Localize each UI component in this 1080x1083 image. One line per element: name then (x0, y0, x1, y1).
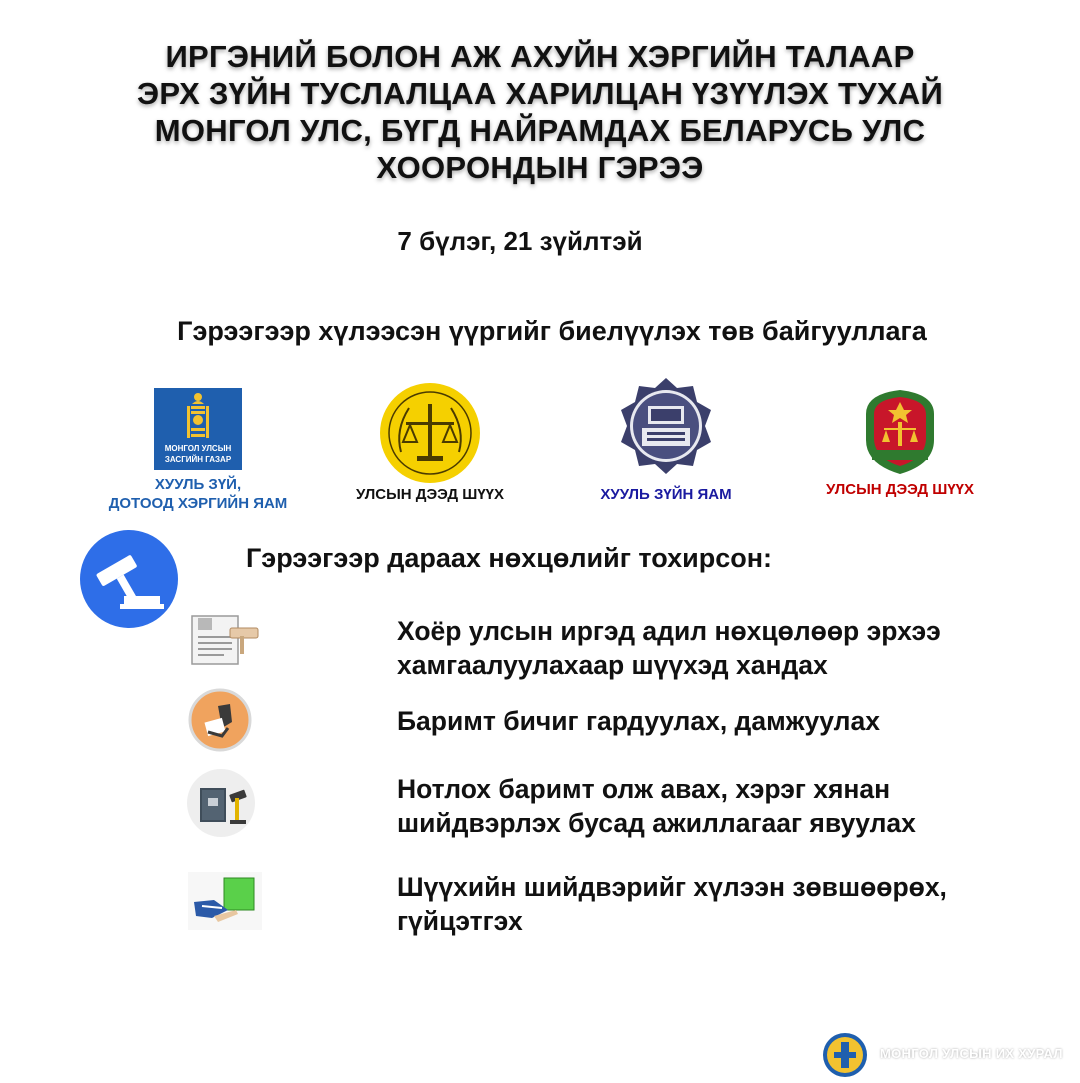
condition-line: гүйцэтгэх (397, 906, 523, 936)
law-book-gavel-icon (186, 768, 256, 838)
title-line: ЭРХ ЗҮЙН ТУСЛАЛЦАА ХАРИЛЦАН ҮЗҮҮЛЭХ ТУХАЙ (136, 76, 944, 111)
belarus-supreme-court-emblem-icon (856, 384, 944, 476)
parliament-watermark (820, 1028, 1080, 1080)
condition-text (397, 614, 941, 682)
court-document-gavel-icon (190, 612, 264, 666)
org-mongolia-ministry (98, 388, 298, 512)
org-label: ДОТООД ХЭРГИЙН ЯАМ (108, 495, 288, 512)
belarus-ministry-of-justice-emblem-icon (617, 376, 715, 476)
document-handover-icon (188, 688, 252, 752)
hand-receiving-document-icon (188, 872, 262, 930)
logo-text: ЗАСГИЙН ГАЗАР (164, 455, 232, 464)
mongolian-government-emblem-icon (154, 388, 242, 470)
page-title (90, 38, 990, 186)
watermark-text: МОНГОЛ УЛСЫН ИХ ХУРАЛ (880, 1046, 1063, 1061)
mongolia-supreme-court-emblem-icon (379, 382, 481, 484)
org-mongolia-supreme-court (330, 382, 530, 503)
chapters-articles-count: 7 бүлэг, 21 зүйлтэй (397, 226, 643, 256)
title-line: ИРГЭНИЙ БОЛОН АЖ АХУЙН ХЭРГИЙН ТАЛААР (165, 39, 915, 74)
org-belarus-ministry-of-justice (566, 376, 766, 503)
state-great-khural-emblem-icon (822, 1032, 868, 1078)
condition-line: Хоёр улсын иргэд адил нөхцөлөөр эрхээ (397, 616, 941, 646)
agreed-conditions-heading: Гэрээгээр дараах нөхцөлийг тохирсон: (246, 543, 773, 573)
logo-text: МОНГОЛ УЛСЫН (164, 444, 232, 453)
title-line: МОНГОЛ УЛС, БҮГД НАЙРАМДАХ БЕЛАРУСЬ УЛС (154, 113, 926, 148)
title-line: ХООРОНДЫН ГЭРЭЭ (376, 150, 704, 185)
condition-line: Нотлох баримт олж авах, хэрэг хянан (397, 774, 891, 804)
org-label: ХУУЛЬ ЗҮЙН ЯАМ (600, 486, 732, 503)
central-authorities-heading: Гэрээгээр хүлээсэн үүргийг биелүүлэх төв байгууллага (177, 316, 927, 346)
gavel-icon (80, 530, 178, 628)
condition-text (397, 704, 880, 738)
org-label: ХУУЛЬ ЗҮЙ, (154, 476, 242, 493)
org-belarus-supreme-court (800, 384, 1000, 498)
condition-line: хамгаалуулахаар шүүхэд хандах (397, 650, 828, 680)
condition-text (397, 870, 947, 938)
condition-line: шийдвэрлэх бусад ажиллагааг явуулах (397, 808, 916, 838)
condition-line: Баримт бичиг гардуулах, дамжуулах (397, 706, 880, 736)
org-label: УЛСЫН ДЭЭД ШҮҮХ (825, 481, 975, 498)
condition-line: Шүүхийн шийдвэрийг хүлээн зөвшөөрөх, (397, 872, 947, 902)
condition-text (397, 772, 916, 840)
org-label: УЛСЫН ДЭЭД ШҮҮХ (355, 486, 505, 503)
